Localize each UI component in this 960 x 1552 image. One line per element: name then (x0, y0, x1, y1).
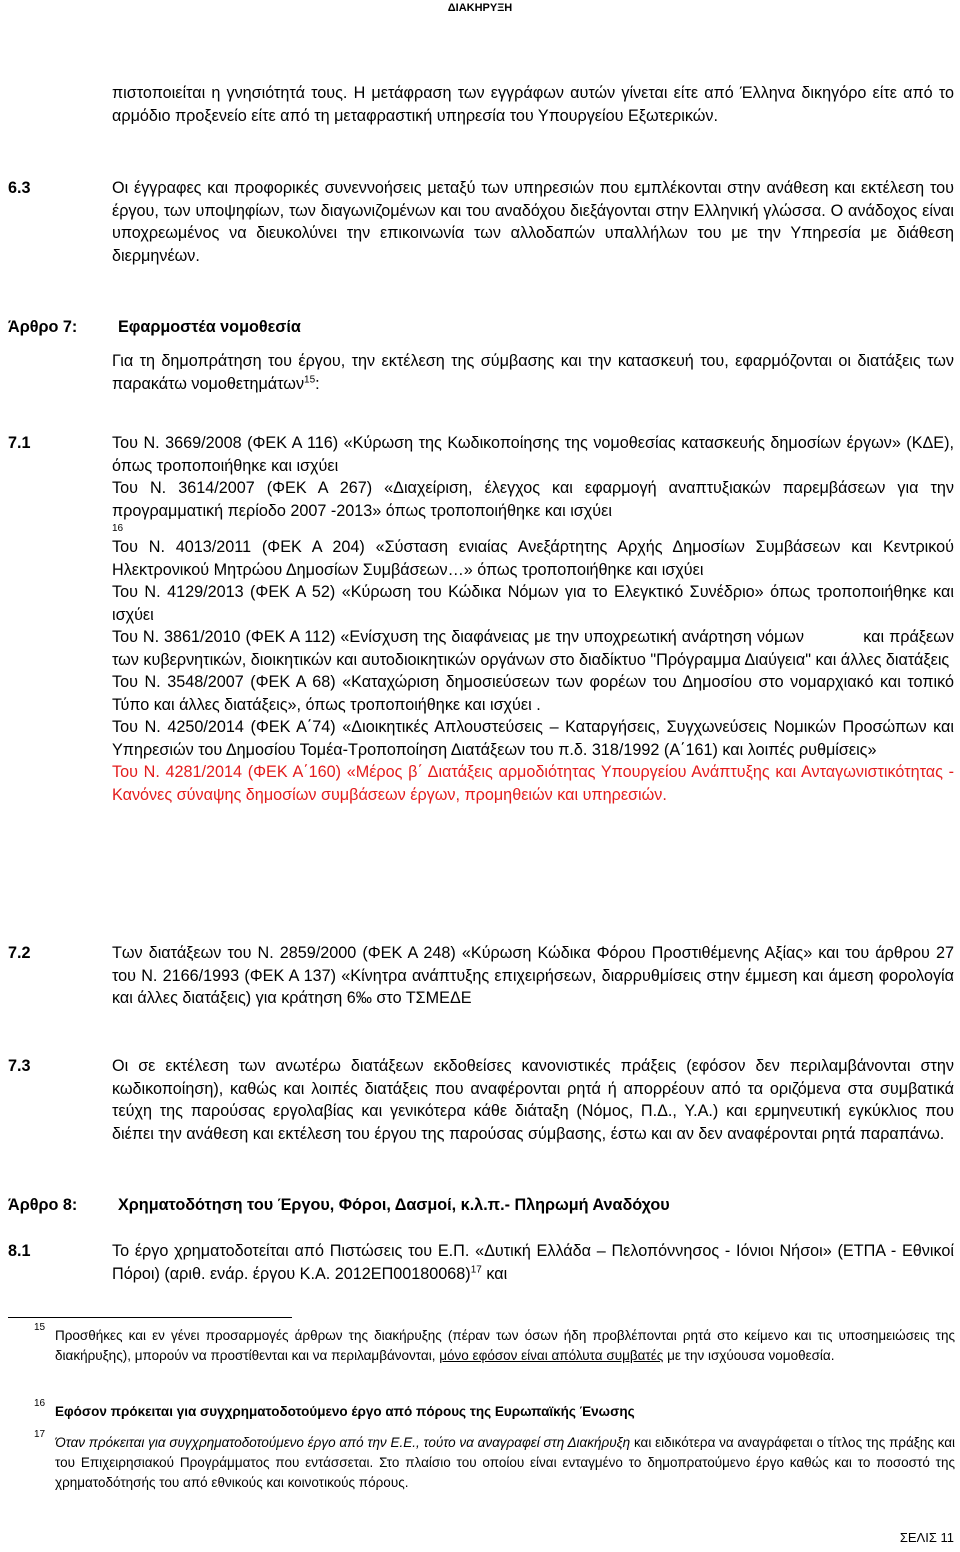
footnote-ref-17: 17 (470, 1264, 482, 1276)
article-8-label: Άρθρο 8: (8, 1196, 78, 1214)
article-7-label: Άρθρο 7: (8, 318, 78, 336)
page-number: ΣΕΛΙΣ 11 (899, 1530, 954, 1545)
section-7-1-laws (112, 432, 959, 806)
footnote-15-text-b: με την ισχύουσα νομοθεσία. (667, 1348, 835, 1363)
law-4129-2013: Του Ν. 4129/2013 (ΦΕΚ Α 52) «Κύρωση του Κώδικα Νόμων για το Ελεγκτικό Συνέδριο» όπως τροποποιήθηκε και ισχύει (112, 583, 954, 624)
footnote-15 (55, 1326, 955, 1366)
section-6-3-number: 6.3 (8, 179, 31, 197)
footnote-15-underlined: μόνο εφόσον είναι απόλυτα συμβατές (439, 1348, 664, 1363)
law-4281-2014: Του Ν. 4281/2014 (ΦΕΚ Α΄160) «Μέρος β΄ Διατάξεις αρμοδιότητας Υπουργείου Ανάπτυξης και Ανταγωνιστικότητας - Κανόνες σύναψης δημοσίων συμβάσεων έργων, προμηθειών και υπηρεσιών. (112, 763, 954, 804)
law-3861-2010: Του Ν. 3861/2010 (ΦΕΚ Α 112) «Ενίσχυση της διαφάνειας με την υποχρεωτική ανάρτηση νόμων και πράξεων των κυβερνητικών, διοικητικών και αυτοδιοικητικών οργάνων στο διαδίκτυο "Πρόγραμμα Διαύγεια" και άλλες διατάξεις (112, 628, 959, 669)
article-7-intro (112, 350, 954, 395)
footnote-ref-15: 15 (304, 374, 316, 386)
section-7-2-text: Των διατάξεων του Ν. 2859/2000 (ΦΕΚ Α 248) «Κύρωση Κώδικα Φόρου Προστιθέμενης Αξίας» και του άρθρου 27 του Ν. 2166/1993 (ΦΕΚ Α 137) «Κίνητρα ανάπτυξης επιχειρήσεων, διαρρυθμίσεις στην έμμεση και άμεση φορολογία και άλλες διατάξεις) για κράτηση 6‰ στο ΤΣΜΕΔΕ (112, 944, 954, 1007)
law-4013-2011: Του Ν. 4013/2011 (ΦΕΚ Α 204) «Σύσταση ενιαίας Ανεξάρτητης Αρχής Δημοσίων Συμβάσεων και Κεντρικού Ηλεκτρονικού Μητρώου Δημοσίων Συμβάσεων…» όπως τροποποιήθηκε και ισχύει (112, 538, 954, 579)
footnote-17-text: και ειδικότερα να αναγράφεται ο τίτλος της πράξης και του Επιχειρησιακού Προγράμματος που εντάσσεται. Στο πλαίσιο του οποίου είναι ενταγμένο το δημοπρατούμενο έργο καθώς και το ποσοστό της χρηματοδότησής του από εθνικούς και κοινοτικούς πόρους. (55, 1435, 955, 1490)
article-7-title: Εφαρμοστέα νομοθεσία (118, 318, 301, 336)
article-8-title: Χρηματοδότηση του Έργου, Φόροι, Δασμοί, κ.λ.π.- Πληρωμή Αναδόχου (118, 1196, 670, 1214)
law-4250-2014: Του Ν. 4250/2014 (ΦΕΚ Α΄74) «Διοικητικές Απλουστεύσεις – Καταργήσεις, Συγχωνεύσεις Νομικών Προσώπων και Υπηρεσιών του Δημοσίου Τομέα-Τροποποίηση Διατάξεων του π.δ. 318/1992 (Α΄161) και λοιπές ρυθμίσεις» (112, 718, 954, 759)
article-7-intro-text: Για τη δημοπράτηση του έργου, την εκτέλεση της σύμβασης και την κατασκευή του, εφαρμόζονται οι διατάξεις των παρακάτω νομοθετημάτων (112, 352, 954, 393)
law-3548-2007: Του Ν. 3548/2007 (ΦΕΚ Α 68) «Καταχώριση δημοσιεύσεων των φορέων του Δημοσίου στο νομαρχιακό και τοπικό Τύπο και άλλες διατάξεις», όπως τροποποιήθηκε και ισχύει . (112, 673, 954, 714)
article-7-intro-end: : (315, 374, 320, 393)
footnote-17-italic: Όταν πρόκειται για συγχρηματοδοτούμενο έργο από την Ε.Ε., τούτο να αναγραφεί στη Διακήρυξη (55, 1435, 631, 1450)
law-3669-2008: Του Ν. 3669/2008 (ΦΕΚ Α 116) «Κύρωση της Κωδικοποίησης της νομοθεσίας κατασκευής δημοσίων έργων» (ΚΔΕ), όπως τροποποιήθηκε και ισχύει (112, 434, 954, 475)
footnote-17-number: 17 (34, 1429, 46, 1440)
footnote-15-number: 15 (34, 1322, 46, 1333)
section-6-3-text: Οι έγγραφες και προφορικές συνεννοήσεις μεταξύ των υπηρεσιών που εμπλέκονται στην ανάθεση και εκτέλεση του έργου, των υποψηφίων, των διαγωνιζομένων και του αναδόχου διεξάγονται στην Ελληνική γλώσσα. Ο ανάδοχος είναι υποχρεωμένος να διευκολύνει την επικοινωνία των αλλοδαπών υπαλλήλων του με την Υπηρεσία με διάθεση διερμηνέων. (112, 179, 954, 265)
section-7-1-number: 7.1 (8, 434, 31, 452)
footnote-16-text: Εφόσον πρόκειται για συγχρηματοδοτούμενο έργο από πόρους της Ευρωπαϊκής Ένωσης (55, 1404, 635, 1419)
footnote-ref-16: 16 (112, 523, 124, 534)
footnote-16-number: 16 (34, 1398, 46, 1409)
section-7-3-text: Οι σε εκτέλεση των ανωτέρω διατάξεων εκδοθείσες κανονιστικές πράξεις (εφόσον δεν περιλαμβάνονται στην κωδικοποίηση), καθώς και λοιπές διατάξεις που αναφέρονται ρητά ή απορρέουν από τα οριζόμενα στα συμβατικά τεύχη της παρούσας εργολαβίας και γενικότερα κάθε διάταξη (Νόμος, Π.Δ., Υ.Α.) και ερμηνευτική εγκύκλιος που διέπει την ανάθεση και εκτέλεση του έργου της παρούσας σύμβασης, έστω και αν δεν αναφέρονται ρητά παραπάνω. (112, 1057, 954, 1143)
section-8-1-text (112, 1240, 954, 1285)
document-header: ΔΙΑΚΗΡΥΞΗ (447, 2, 513, 14)
section-7-2-number: 7.2 (8, 944, 31, 962)
footnote-separator (8, 1317, 292, 1318)
section-7-3-number: 7.3 (8, 1057, 31, 1075)
section-8-1-number: 8.1 (8, 1242, 31, 1260)
footnote-17 (55, 1433, 955, 1493)
footnote-15-text-a: Προσθήκες και εν γένει προσαρμογές άρθρων της διακήρυξης (πέραν των όσων ήδη προβλέπονται ρητά στο κείμενο και τις υποσημειώσεις της διακήρυξης), μπορούν να προστίθενται και να περιλαμβάνονται, (55, 1328, 955, 1363)
intro-paragraph: πιστοποιείται η γνησιότητά τους. Η μετάφραση των εγγράφων αυτών γίνεται είτε από Έλληνα δικηγόρο είτε από το αρμόδιο προξενείο είτε από τη μεταφραστική υπηρεσία του Υπουργείου Εξωτερικών. (112, 84, 954, 125)
law-3614-2007: Του Ν. 3614/2007 (ΦΕΚ Α 267) «Διαχείριση, έλεγχος και εφαρμογή αναπτυξιακών παρεμβάσεων για την προγραμματική περίοδο 2007 -2013» όπως τροποποιήθηκε και ισχύει (112, 479, 954, 520)
section-8-1-body: Το έργο χρηματοδοτείται από Πιστώσεις του Ε.Π. «Δυτική Ελλάδα – Πελοπόννησος - Ιόνιοι Νήσοι» (ΕΤΠΑ - Εθνικοί Πόροι) (αριθ. ενάρ. έργου Κ.Α. 2012ΕΠ00180068) (112, 1242, 954, 1283)
section-8-1-end: και (486, 1264, 508, 1283)
